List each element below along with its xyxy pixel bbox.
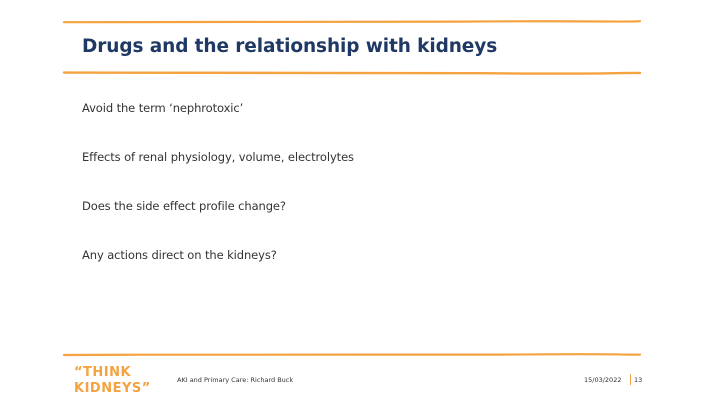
footer-separator [630,374,631,385]
bullet-item: Any actions direct on the kidneys? [82,248,277,262]
slide-title: Drugs and the relationship with kidneys [82,36,498,57]
page-number: 13 [634,376,643,384]
bullet-item: Does the side effect profile change? [82,199,286,213]
logo-line-1: “THINK [74,365,132,380]
bullet-item: Avoid the term ‘nephrotoxic’ [82,101,244,115]
think-kidneys-logo [74,364,160,398]
bullet-item: Effects of renal physiology, volume, electrolytes [82,150,354,164]
footer-date: 15/03/2022 [584,376,622,384]
footer-caption: AKI and Primary Care: Richard Buck [177,376,294,384]
top-divider [62,19,642,25]
footer-divider [62,352,642,358]
title-underline [62,70,642,76]
logo-line-2: KIDNEYS” [74,381,151,396]
